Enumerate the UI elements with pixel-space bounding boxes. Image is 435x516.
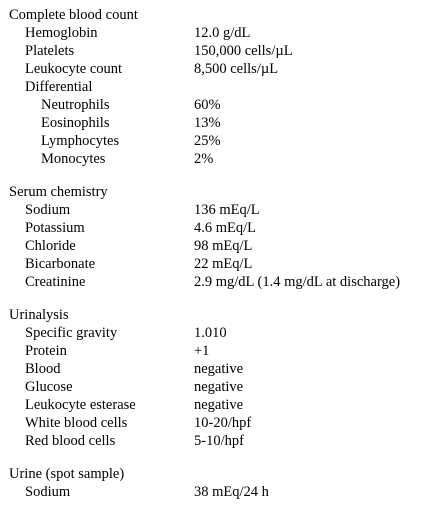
lab-row-neutrophils [9,96,433,114]
lab-row-hemoglobin [9,24,433,42]
lab-label: Platelets [25,43,75,59]
lab-row-glucose [9,378,433,396]
section-title: Urinalysis [9,307,69,323]
lab-value: 10-20/hpf [194,415,252,431]
lab-label: Differential [25,79,93,95]
lab-row-leukocyte-count [9,60,433,78]
lab-label: Sodium [25,202,71,218]
lab-row-sodium [9,483,433,501]
lab-value: 5-10/hpf [194,433,244,449]
lab-value: 22 mEq/L [194,256,253,272]
lab-row-blood [9,360,433,378]
section-title: Serum chemistry [9,184,108,200]
lab-value: negative [194,397,244,413]
lab-label: White blood cells [25,415,128,431]
lab-value: 2.9 mg/dL (1.4 mg/dL at discharge) [194,274,401,290]
lab-label: Eosinophils [41,115,110,131]
lab-row-leukocyte-esterase [9,396,433,414]
lab-row-monocytes [9,150,433,168]
lab-label: Chloride [25,238,76,254]
lab-value: 25% [194,133,221,149]
lab-label: Red blood cells [25,433,116,449]
lab-row-platelets [9,42,433,60]
section-title: Urine (spot sample) [9,466,125,482]
lab-label: Sodium [25,484,71,500]
lab-value: 12.0 g/dL [194,25,251,41]
lab-label: Neutrophils [41,97,110,113]
lab-value: 1.010 [194,325,227,341]
lab-row-lymphocytes [9,132,433,150]
lab-label: Protein [25,343,67,359]
lab-row-eosinophils [9,114,433,132]
lab-label: Creatinine [25,274,86,290]
lab-value: 38 mEq/24 h [194,484,269,500]
lab-label: Monocytes [41,151,106,167]
lab-row-specific-gravity [9,324,433,342]
lab-row-red-blood-cells [9,432,433,450]
section-title: Complete blood count [9,7,138,23]
lab-label: Specific gravity [25,325,118,341]
lab-label: Leukocyte count [25,61,123,77]
lab-label: Hemoglobin [25,25,98,41]
lab-row-differential [9,78,433,96]
lab-label: Leukocyte esterase [25,397,136,413]
lab-label: Blood [25,361,61,377]
lab-value: 8,500 cells/µL [194,61,279,77]
lab-label: Lymphocytes [41,133,120,149]
lab-value: 13% [194,115,221,131]
lab-row-bicarbonate [9,255,433,273]
section-urine-spot-sample [9,465,433,501]
lab-value: +1 [194,343,210,359]
lab-value: 60% [194,97,221,113]
lab-value: 4.6 mEq/L [194,220,257,236]
lab-row-potassium [9,219,433,237]
lab-value: negative [194,361,244,377]
lab-value: 150,000 cells/µL [194,43,293,59]
lab-row-chloride [9,237,433,255]
lab-row-protein [9,342,433,360]
lab-row-white-blood-cells [9,414,433,432]
lab-row-sodium [9,201,433,219]
lab-value: 98 mEq/L [194,238,253,254]
lab-value: 2% [194,151,214,167]
lab-value: 136 mEq/L [194,202,260,218]
lab-label: Glucose [25,379,73,395]
lab-value: negative [194,379,244,395]
lab-results-document [9,6,433,516]
lab-label: Bicarbonate [25,256,96,272]
lab-label: Potassium [25,220,85,236]
section-complete-blood-count [9,6,433,168]
section-urinalysis [9,306,433,450]
section-serum-chemistry [9,183,433,291]
lab-row-creatinine [9,273,433,291]
